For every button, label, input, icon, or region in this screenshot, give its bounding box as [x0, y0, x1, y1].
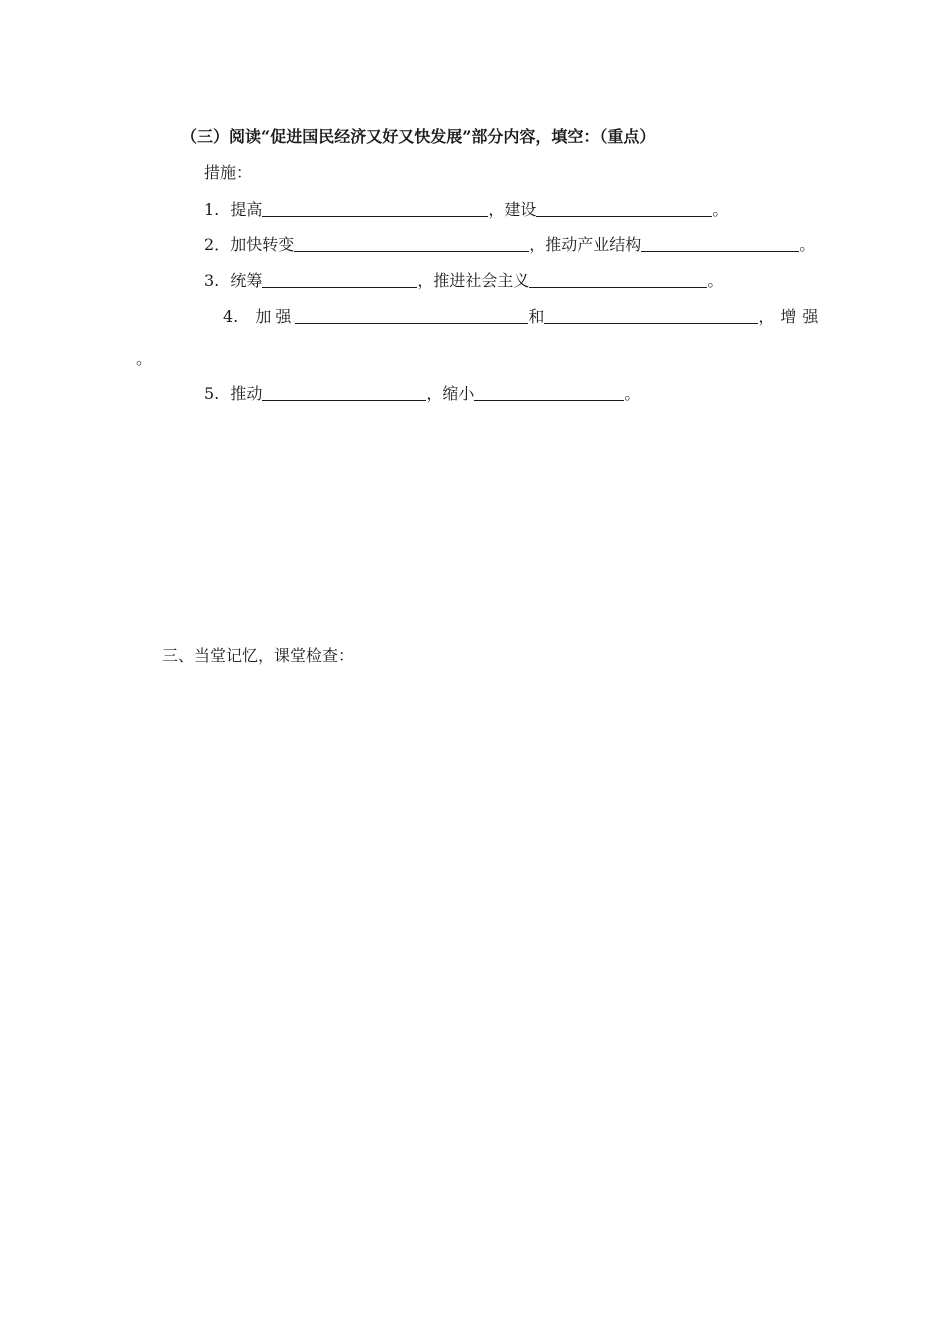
section-heading: 三、当堂记忆，课堂检查： — [162, 646, 355, 665]
item-text: 。 — [799, 235, 816, 254]
item-text: 加快转变 — [230, 235, 295, 254]
item-text: 提高 — [230, 200, 263, 219]
item-text: 。 — [712, 200, 729, 219]
fill-blank[interactable] — [262, 200, 488, 217]
fill-blank[interactable] — [536, 200, 712, 217]
item-text: 推动 — [230, 384, 263, 403]
fill-blank[interactable] — [262, 384, 426, 401]
section-3-heading: （三）阅读“促进国民经济又好又快发展”部分内容，填空：（重点） — [181, 127, 656, 146]
fill-blank[interactable] — [294, 235, 529, 252]
fill-blank[interactable] — [641, 235, 799, 252]
item-number: 3. — [204, 271, 220, 290]
item-number: 1. — [204, 200, 220, 219]
item-number: 5. — [204, 384, 220, 403]
item-text: ，推进社会主义 — [417, 271, 530, 290]
item-text: ，建设 — [488, 200, 537, 219]
item-text: ，增强 — [758, 307, 825, 326]
measures-label: 措施： — [204, 163, 253, 182]
item-text: ，推动产业结构 — [529, 235, 642, 254]
item-text: 和 — [528, 307, 545, 326]
item-text: 。 — [707, 271, 724, 290]
measure-item-5 — [204, 383, 640, 405]
fill-blank[interactable] — [474, 384, 624, 401]
fill-blank[interactable] — [295, 307, 528, 324]
fill-blank[interactable] — [544, 307, 758, 324]
measure-item-4 — [223, 306, 824, 328]
measure-item-3 — [204, 270, 723, 292]
item-text: 加强 — [255, 307, 296, 326]
measure-item-4-wrap: 。 — [136, 349, 153, 368]
measure-item-1 — [204, 199, 728, 221]
measure-item-2 — [204, 234, 815, 256]
item-text: 统筹 — [230, 271, 263, 290]
fill-blank[interactable] — [262, 271, 417, 288]
item-number: 2． — [204, 235, 231, 254]
item-text: ，缩小 — [426, 384, 475, 403]
fill-blank[interactable] — [529, 271, 707, 288]
item-number: 4. — [223, 307, 239, 326]
item-text: 。 — [624, 384, 641, 403]
